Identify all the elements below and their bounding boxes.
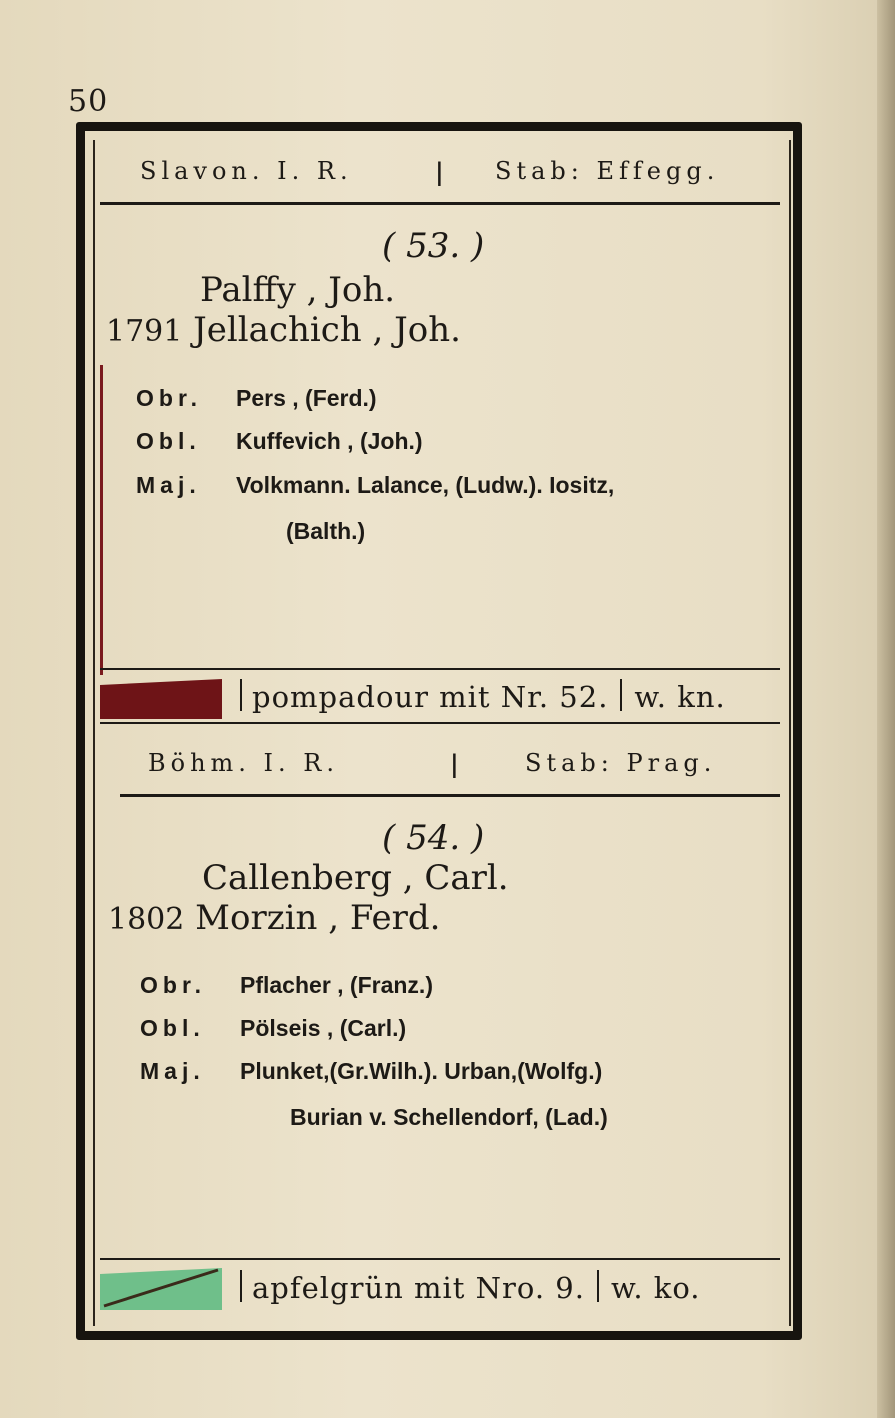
entry-54-footer	[100, 1266, 790, 1310]
name-text: Palffy , Joh.	[200, 270, 396, 310]
footer-text	[240, 679, 726, 714]
facing-color-swatch	[100, 675, 222, 719]
rank: Obr.	[140, 972, 207, 998]
officer-line	[140, 1058, 602, 1085]
footer-rule	[100, 668, 780, 670]
entry-number: ( 54. )	[382, 818, 485, 858]
footer-rule	[100, 1258, 780, 1260]
officer-names: Pölseis , (Carl.)	[240, 1015, 407, 1041]
colonel-in-chief-name	[106, 310, 461, 350]
rank: Obl.	[136, 428, 201, 454]
entry-number: ( 53. )	[382, 226, 485, 266]
facing-color-text: pompadour mit Nr. 52.	[252, 680, 609, 714]
name-text: Jellachich , Joh.	[193, 310, 461, 350]
button-type-text: w. kn.	[634, 680, 726, 714]
color-margin-stroke	[100, 365, 103, 675]
name-text: Callenberg , Carl.	[202, 858, 509, 898]
regiment-name: Slavon. I. R.	[140, 157, 353, 185]
rank: Obr.	[136, 385, 203, 411]
header-rule	[120, 794, 780, 797]
footer-left-bar	[240, 1270, 242, 1302]
name-text: Morzin , Ferd.	[195, 898, 441, 938]
page-edge-shadow	[877, 0, 895, 1418]
footer-left-bar	[240, 679, 242, 711]
entry-54-header	[100, 738, 780, 788]
officer-names: (Balth.)	[286, 518, 366, 544]
facing-color-swatch	[100, 1266, 222, 1310]
entry-divider	[100, 722, 780, 724]
staff-location: Stab: Prag.	[525, 749, 717, 777]
page-number: 50	[68, 84, 109, 119]
officer-names: Pers , (Ferd.)	[236, 385, 377, 411]
colonel-in-chief-name	[108, 898, 441, 938]
entry-53-footer	[100, 675, 790, 719]
officer-line-continued	[290, 1104, 608, 1131]
officer-names: Kuffevich , (Joh.)	[236, 428, 423, 454]
footer-separator	[597, 1270, 599, 1302]
rank: Obl.	[140, 1015, 205, 1041]
header-rule	[100, 202, 780, 205]
officer-line	[136, 472, 614, 499]
officer-line	[136, 385, 377, 412]
officer-line-continued	[286, 518, 365, 545]
staff-location: Stab: Effegg.	[495, 157, 720, 185]
header-separator: |	[450, 748, 464, 778]
officer-names: Burian v. Schellendorf, (Lad.)	[290, 1104, 608, 1130]
entry-53-header	[100, 146, 780, 196]
proprietor-name	[202, 858, 509, 898]
year: 1802	[108, 902, 185, 937]
officer-names: Volkmann. Lalance, (Ludw.). Iositz,	[236, 472, 615, 498]
regiment-name: Böhm. I. R.	[148, 749, 339, 777]
footer-separator	[620, 679, 622, 711]
officer-line	[140, 1015, 406, 1042]
header-separator: |	[435, 156, 449, 186]
facing-color-text: apfelgrün mit Nro. 9.	[252, 1271, 585, 1305]
year: 1791	[106, 314, 183, 349]
officer-line	[136, 428, 423, 455]
rank: Maj.	[136, 472, 201, 498]
button-type-text: w. ko.	[610, 1271, 701, 1305]
officer-names: Plunket,(Gr.Wilh.). Urban,(Wolfg.)	[240, 1058, 603, 1084]
proprietor-name	[200, 270, 395, 310]
swatch-fill	[100, 679, 222, 719]
officer-names: Pflacher , (Franz.)	[240, 972, 433, 998]
officer-line	[140, 972, 433, 999]
rank: Maj.	[140, 1058, 205, 1084]
footer-text	[240, 1270, 701, 1305]
